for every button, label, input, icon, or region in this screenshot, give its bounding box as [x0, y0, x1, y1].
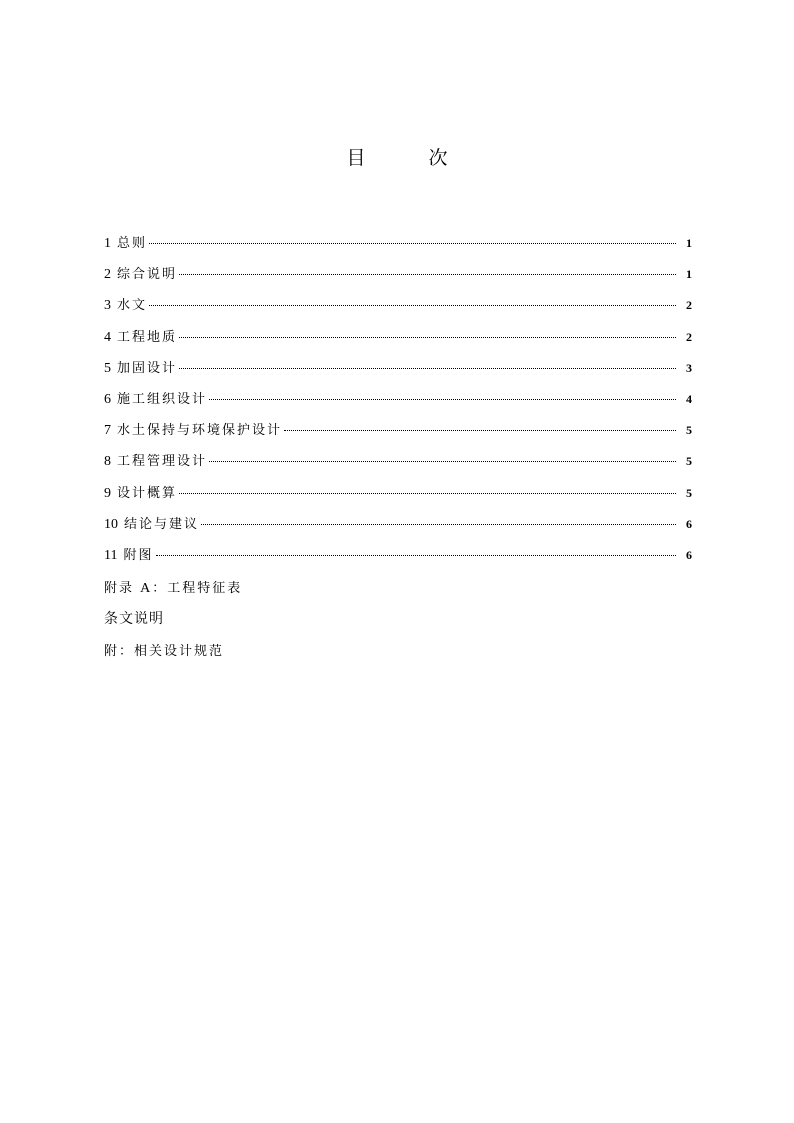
toc-entry-number: 3 [104, 298, 111, 314]
table-of-contents [104, 233, 692, 576]
toc-entry[interactable] [104, 451, 692, 482]
appendix-title: ：工程特征表 [152, 581, 243, 596]
toc-entry-page: 5 [686, 423, 692, 438]
toc-entry-title: 水文 [117, 298, 148, 314]
toc-entry-page: 5 [686, 454, 692, 469]
toc-entry-page: 3 [686, 360, 692, 375]
dot-leader [179, 493, 676, 494]
toc-entry-number: 2 [104, 267, 111, 283]
dot-leader [201, 524, 676, 525]
toc-entry-page: 1 [686, 267, 692, 282]
dot-leader [179, 368, 676, 369]
toc-entry-title: 附图 [123, 547, 154, 563]
toc-entry-page: 6 [686, 516, 692, 531]
toc-entry-title: 施工组织设计 [117, 391, 208, 407]
dot-leader [209, 399, 676, 400]
dot-leader [284, 430, 676, 431]
toc-entry[interactable] [104, 514, 692, 545]
toc-entry-title: 综合说明 [117, 267, 178, 283]
toc-entry-number: 6 [104, 391, 111, 407]
toc-entry-number: 10 [104, 516, 118, 532]
toc-entry-title: 水土保持与环境保护设计 [117, 423, 283, 439]
dot-leader [156, 555, 677, 556]
toc-entry-title: 结论与建议 [124, 516, 200, 532]
toc-entry-number: 7 [104, 423, 111, 439]
dot-leader [209, 461, 676, 462]
dot-leader [179, 337, 676, 338]
toc-entry-title: 总则 [117, 236, 148, 251]
toc-entry[interactable] [104, 327, 692, 358]
toc-entry[interactable] [104, 233, 692, 264]
design-codes-entry[interactable]: 附：相关设计规范 [104, 644, 225, 659]
toc-entry[interactable] [104, 545, 692, 576]
toc-entry-page: 1 [686, 236, 692, 250]
toc-entry-number: 5 [104, 360, 111, 376]
toc-entry-page: 2 [686, 298, 692, 313]
dot-leader [149, 243, 676, 244]
toc-entry-number: 11 [104, 547, 118, 563]
toc-entry-title: 工程管理设计 [117, 454, 208, 470]
toc-entry-page: 4 [686, 391, 692, 406]
page-title: 目 次 [346, 147, 470, 169]
toc-entry-page: 5 [686, 485, 692, 500]
toc-entry[interactable] [104, 420, 692, 451]
appendix-letter: A [140, 581, 153, 596]
toc-entry-page: 2 [686, 329, 692, 344]
toc-entry-title: 工程地质 [117, 329, 178, 345]
appendix-prefix: 附录 [104, 581, 135, 596]
toc-entry[interactable] [104, 264, 692, 295]
toc-entry-number: 1 [104, 236, 111, 251]
toc-entry-title: 设计概算 [117, 485, 178, 501]
dot-leader [149, 305, 676, 306]
toc-entry[interactable] [104, 483, 692, 514]
toc-entry-number: 9 [104, 485, 111, 501]
appendix-a-entry[interactable] [104, 577, 242, 597]
toc-entry-number: 8 [104, 454, 111, 470]
toc-entry-number: 4 [104, 329, 111, 345]
toc-entry-page: 6 [686, 547, 692, 562]
article-notes-entry[interactable]: 条文说明 [104, 611, 164, 627]
toc-entry[interactable] [104, 389, 692, 420]
dot-leader [179, 274, 676, 275]
toc-entry-title: 加固设计 [117, 360, 178, 376]
toc-entry[interactable] [104, 295, 692, 326]
toc-entry[interactable] [104, 358, 692, 389]
